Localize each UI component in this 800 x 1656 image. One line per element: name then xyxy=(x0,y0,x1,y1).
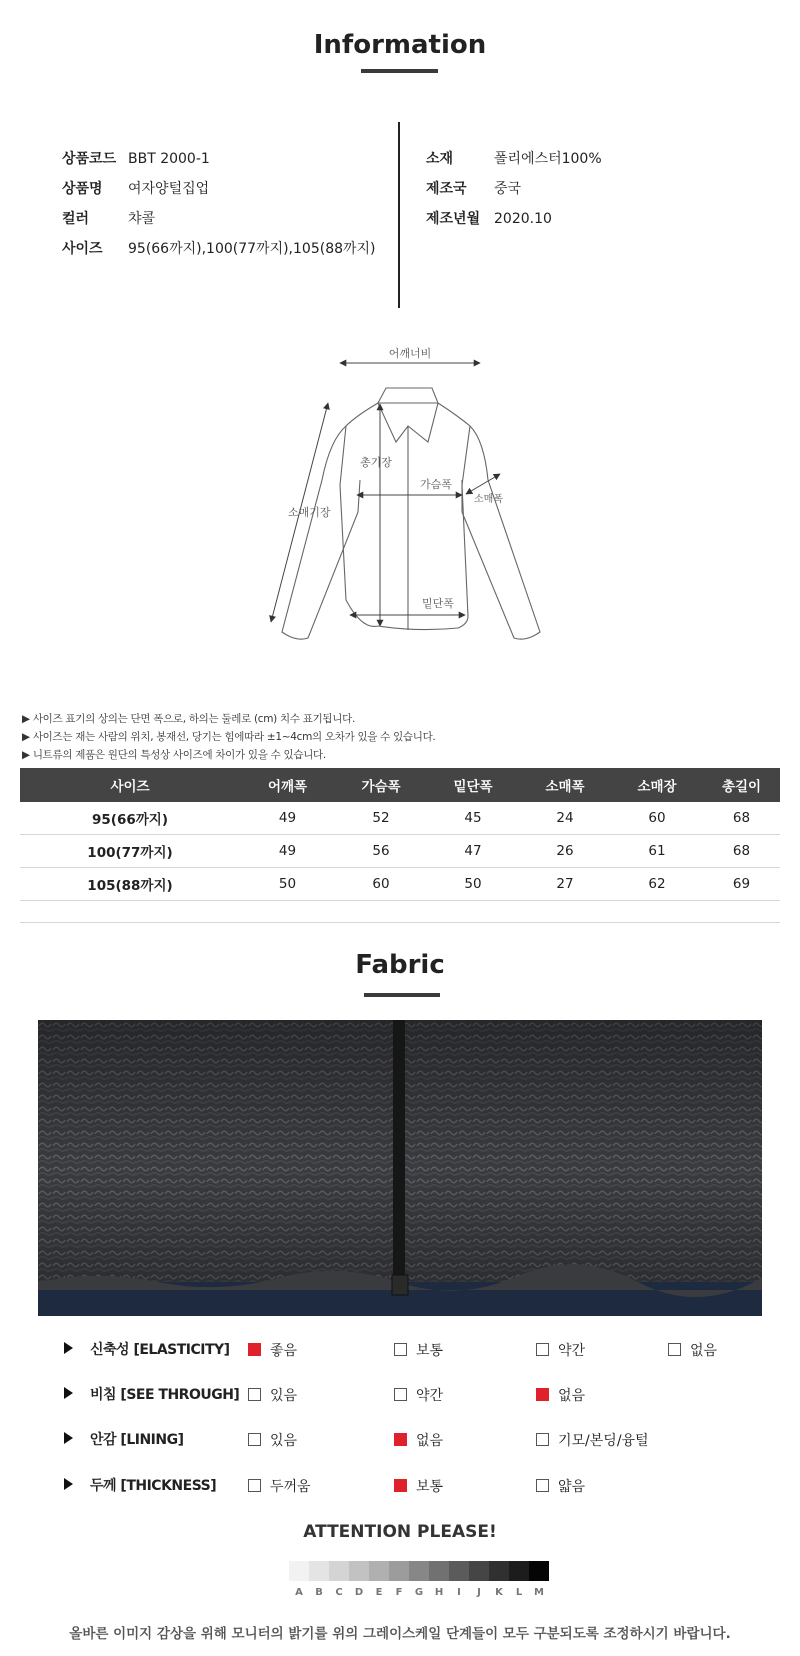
cell: 62 xyxy=(611,868,703,901)
grayscale-letter: D xyxy=(354,1587,364,1598)
info-value: 중국 xyxy=(494,181,522,197)
section-divider xyxy=(20,922,780,923)
info-row-size xyxy=(62,238,376,258)
bullet-triangle-icon xyxy=(64,1387,73,1399)
table-row xyxy=(20,868,780,901)
cell: 69 xyxy=(703,868,780,901)
checkbox-icon xyxy=(536,1343,549,1356)
cell: 52 xyxy=(335,802,427,835)
cell: 61 xyxy=(611,835,703,868)
grayscale-letter: I xyxy=(457,1587,461,1598)
cell: 49 xyxy=(240,802,335,835)
fabric-photo xyxy=(38,1020,762,1316)
grayscale-letter: L xyxy=(515,1587,523,1598)
option-thickness-thick[interactable]: 두꺼움 xyxy=(248,1476,311,1496)
fabric-row-label: 신축성 [ELASTICITY] xyxy=(90,1342,230,1358)
label-sleeve-length: 소매기장 xyxy=(288,506,331,519)
grayscale-swatch xyxy=(289,1561,309,1581)
grayscale-letter: A xyxy=(295,1587,303,1598)
cell: 24 xyxy=(519,802,611,835)
fabric-row-label: 비침 [SEE THROUGH] xyxy=(90,1387,240,1403)
option-thickness-normal[interactable]: 보통 xyxy=(394,1476,443,1496)
checkbox-icon xyxy=(248,1433,261,1446)
option-elasticity-good[interactable]: 좋음 xyxy=(248,1340,297,1360)
checkbox-icon xyxy=(248,1479,261,1492)
info-row-material xyxy=(426,148,602,168)
grayscale-swatch xyxy=(529,1561,549,1581)
col-sleeve-length: 소매장 xyxy=(611,768,703,802)
info-row-country xyxy=(426,178,521,198)
attention-message: 올바른 이미지 감상을 위해 모니터의 밝기를 위의 그레이스케일 단계들이 모두 구분되도록 조정하시기 바랍니다. xyxy=(69,1626,731,1642)
label-chest: 가슴폭 xyxy=(420,478,452,491)
fabric-title: Fabric xyxy=(355,950,445,980)
info-value: BBT 2000-1 xyxy=(128,151,210,167)
cell: 105(88까지) xyxy=(20,868,240,901)
size-table-header xyxy=(20,768,780,802)
info-key: 제조국 xyxy=(426,181,467,197)
grayscale-letter: K xyxy=(495,1587,503,1598)
bullet-triangle-icon xyxy=(64,1478,73,1490)
info-key: 컬러 xyxy=(62,211,90,227)
table-row xyxy=(20,835,780,868)
grayscale-swatch xyxy=(429,1561,449,1581)
grayscale-swatch xyxy=(409,1561,429,1581)
checkbox-icon xyxy=(394,1388,407,1401)
cell: 50 xyxy=(427,868,519,901)
size-table xyxy=(20,768,780,901)
grayscale-swatch xyxy=(309,1561,329,1581)
cell: 60 xyxy=(335,868,427,901)
checkbox-icon xyxy=(668,1343,681,1356)
col-hem: 밑단폭 xyxy=(427,768,519,802)
cell: 45 xyxy=(427,802,519,835)
info-value: 챠콜 xyxy=(128,211,156,227)
grayscale-letter: F xyxy=(395,1587,403,1598)
label-shoulder: 어깨너비 xyxy=(388,347,432,360)
option-elasticity-none[interactable]: 없음 xyxy=(668,1340,717,1360)
info-value: 95(66까지),100(77까지),105(88까지) xyxy=(128,241,376,257)
attention-title: ATTENTION PLEASE! xyxy=(303,1522,497,1542)
fabric-title-underline xyxy=(364,993,440,997)
option-elasticity-slight[interactable]: 약간 xyxy=(536,1340,585,1360)
option-lining-yes[interactable]: 있음 xyxy=(248,1430,297,1450)
grayscale-swatch xyxy=(369,1561,389,1581)
grayscale-letter: E xyxy=(375,1587,383,1598)
option-thickness-thin[interactable]: 얇음 xyxy=(536,1476,585,1496)
option-lining-fleece[interactable]: 기모/본딩/융털 xyxy=(536,1430,649,1450)
fabric-row-label: 안감 [LINING] xyxy=(90,1432,184,1448)
table-row xyxy=(20,802,780,835)
info-key: 사이즈 xyxy=(62,241,103,257)
bullet-triangle-icon xyxy=(64,1432,73,1444)
information-title-underline xyxy=(361,69,438,73)
grayscale-swatch xyxy=(489,1561,509,1581)
col-total-length: 총길이 xyxy=(703,768,780,802)
info-value: 2020.10 xyxy=(494,211,552,227)
info-value: 여자양털집업 xyxy=(128,181,210,197)
grayscale-swatch xyxy=(469,1561,489,1581)
cell: 68 xyxy=(703,802,780,835)
cell: 68 xyxy=(703,835,780,868)
option-see-through-slight[interactable]: 약간 xyxy=(394,1385,443,1405)
cell: 50 xyxy=(240,868,335,901)
size-notes xyxy=(22,710,435,764)
grayscale-swatch xyxy=(389,1561,409,1581)
option-see-through-yes[interactable]: 있음 xyxy=(248,1385,297,1405)
info-row-product-code xyxy=(62,148,210,168)
cell: 95(66까지) xyxy=(20,802,240,835)
info-row-manufacture-date xyxy=(426,208,552,228)
cell: 60 xyxy=(611,802,703,835)
grayscale-letter: C xyxy=(335,1587,343,1598)
info-key: 상품명 xyxy=(62,181,103,197)
info-key: 소재 xyxy=(426,151,454,167)
info-key: 상품코드 xyxy=(62,151,117,167)
note-item: ▶ 사이즈 표기의 상의는 단면 폭으로, 하의는 둘레로 (cm) 치수 표기됩니다. xyxy=(22,713,355,725)
grayscale-swatch xyxy=(329,1561,349,1581)
checkbox-icon xyxy=(248,1388,261,1401)
grayscale-letter: J xyxy=(477,1587,481,1598)
label-sleeve-width: 소매폭 xyxy=(474,494,503,505)
label-total-length: 총기장 xyxy=(360,456,392,469)
cell: 56 xyxy=(335,835,427,868)
grayscale-letter: H xyxy=(434,1587,444,1598)
checkbox-icon xyxy=(536,1433,549,1446)
cell: 47 xyxy=(427,835,519,868)
grayscale-letter: G xyxy=(414,1587,424,1598)
checkbox-checked-icon xyxy=(394,1433,407,1446)
cell: 26 xyxy=(519,835,611,868)
info-key: 제조년월 xyxy=(426,211,481,227)
bullet-triangle-icon xyxy=(64,1342,73,1354)
col-shoulder: 어깨폭 xyxy=(240,768,335,802)
option-see-through-none[interactable]: 없음 xyxy=(536,1385,585,1405)
label-hem: 밑단폭 xyxy=(422,597,454,610)
info-divider xyxy=(398,122,400,308)
checkbox-checked-icon xyxy=(248,1343,261,1356)
col-size: 사이즈 xyxy=(20,768,240,802)
grayscale-swatch xyxy=(449,1561,469,1581)
checkbox-icon xyxy=(536,1479,549,1492)
jacket-measurement-diagram xyxy=(0,330,800,660)
grayscale-swatch xyxy=(349,1561,369,1581)
cell: 49 xyxy=(240,835,335,868)
option-lining-none[interactable]: 없음 xyxy=(394,1430,443,1450)
option-elasticity-normal[interactable]: 보통 xyxy=(394,1340,443,1360)
col-sleeve-width: 소매폭 xyxy=(519,768,611,802)
col-chest: 가슴폭 xyxy=(335,768,427,802)
info-row-color xyxy=(62,208,155,228)
note-item: ▶ 니트류의 제품은 원단의 특성상 사이즈에 차이가 있을 수 있습니다. xyxy=(22,749,326,761)
grayscale-swatch xyxy=(509,1561,529,1581)
checkbox-checked-icon xyxy=(536,1388,549,1401)
info-value: 폴리에스터100% xyxy=(494,151,602,167)
cell: 100(77까지) xyxy=(20,835,240,868)
note-item: ▶ 사이즈는 재는 사람의 위치, 봉재선, 당기는 힘에따라 ±1~4cm의 오차가 있을 수 있습니다. xyxy=(22,731,436,743)
checkbox-icon xyxy=(394,1343,407,1356)
info-row-product-name xyxy=(62,178,209,198)
fabric-row-label: 두께 [THICKNESS] xyxy=(90,1478,217,1494)
cell: 27 xyxy=(519,868,611,901)
information-title: Information xyxy=(313,30,487,60)
grayscale-letter: B xyxy=(315,1587,323,1598)
checkbox-checked-icon xyxy=(394,1479,407,1492)
grayscale-letter: M xyxy=(534,1587,544,1598)
